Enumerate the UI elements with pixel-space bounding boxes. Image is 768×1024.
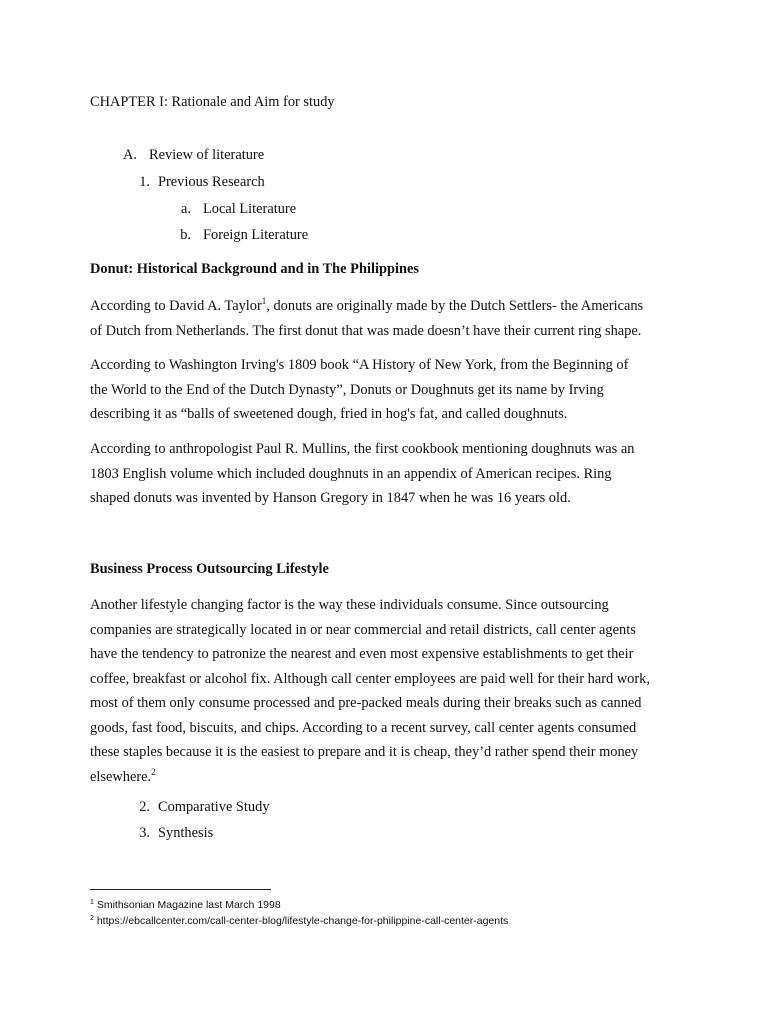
footnote-marker: 2 xyxy=(90,915,94,922)
outline-label: Review of literature xyxy=(149,147,265,163)
outline-label: Previous Research xyxy=(158,174,265,190)
paragraph-irving xyxy=(90,353,690,427)
outline-marker: b. xyxy=(180,227,191,243)
paragraph-line: coffee, breakfast or alcohol fix. Although call center employees are paid well for their hard work, xyxy=(90,670,650,687)
paragraph-line: elsewhere.$^2$ xyxy=(90,766,156,785)
paragraph-line: most of them only consume processed and pre-packed meals during their breaks such as canned xyxy=(90,695,642,711)
outline-marker: 2. xyxy=(139,799,150,815)
outline-marker: A. xyxy=(123,147,137,163)
paragraph-taylor xyxy=(90,294,690,343)
outline-label: Local Literature xyxy=(203,201,297,217)
paragraph-line: Another lifestyle changing factor is the way these individuals consume. Since outsourcing xyxy=(90,597,609,613)
outline-item-2 xyxy=(126,798,270,816)
section-heading-bpo: Business Process Outsourcing Lifestyle xyxy=(90,561,329,577)
section-heading-donut: Donut: Historical Background and in The Philippines xyxy=(90,261,419,277)
outline-label: Synthesis xyxy=(158,825,214,841)
outline-item-la xyxy=(171,200,296,218)
paragraph-line: have the tendency to patronize the nearest and even most expensive establishments to get their xyxy=(90,646,634,662)
footnote-marker: 1 xyxy=(90,899,94,906)
paragraph-bpo xyxy=(90,593,690,789)
outline-marker: a. xyxy=(181,201,191,217)
outline-item-1 xyxy=(126,173,265,191)
paragraph-line: of Dutch from Netherlands. The first donut that was made doesn’t have their current ring shape. xyxy=(90,322,642,339)
paragraph-line: describing it as “balls of sweetened dough, fried in hog's fat, and called doughnuts. xyxy=(90,406,568,422)
outline-item-3 xyxy=(126,824,213,842)
outline-item-a xyxy=(117,146,264,164)
footnote-ref: 1 xyxy=(261,296,267,306)
paragraph-line: shaped donuts was invented by Hanson Gregory in 1847 when he was 16 years old. xyxy=(90,490,571,506)
paragraph-line: goods, fast food, biscuits, and chips. According to a recent survey, call center agents consumed xyxy=(90,719,637,736)
outline-marker: 3. xyxy=(139,825,150,841)
paragraph-line: According to David A. Taylor$^1$, donuts are originally made by the Dutch Settlers- the Americans xyxy=(90,296,644,314)
paragraph-line: the World to the End of the Dutch Dynasty”, Donuts or Doughnuts get its name by Irving xyxy=(90,381,604,398)
paragraph-line: 1803 English volume which included doughnuts in an appendix of American recipes. Ring xyxy=(90,465,612,482)
footnote-text: Smithsonian Magazine last March 1998 xyxy=(93,899,281,911)
chapter-title: CHAPTER I: Rationale and Aim for study xyxy=(90,94,335,110)
outline-label: Foreign Literature xyxy=(203,227,309,243)
paragraph-line: companies are strategically located in or near commercial and retail districts, call center agents xyxy=(90,621,636,638)
footnote-1 xyxy=(90,898,281,912)
footnote-2 xyxy=(90,914,508,928)
outline-item-lb xyxy=(171,226,308,244)
outline-marker: 1. xyxy=(139,174,150,190)
paragraph-mullins xyxy=(90,437,690,511)
paragraph-line: According to Washington Irving's 1809 book “A History of New York, from the Beginning of xyxy=(90,357,629,373)
outline-label: Comparative Study xyxy=(158,799,270,815)
paragraph-line: these staples because it is the easiest to prepare and it is cheap, they’d rather spend their money xyxy=(90,744,639,760)
footnote-divider xyxy=(90,889,271,890)
paragraph-line: According to anthropologist Paul R. Mullins, the first cookbook mentioning doughnuts was an xyxy=(90,441,635,457)
footnote-text: https://ebcallcenter.com/call-center-blog/lifestyle-change-for-philippine-call-center-agents xyxy=(93,915,509,927)
footnote-ref: 2 xyxy=(151,766,156,777)
